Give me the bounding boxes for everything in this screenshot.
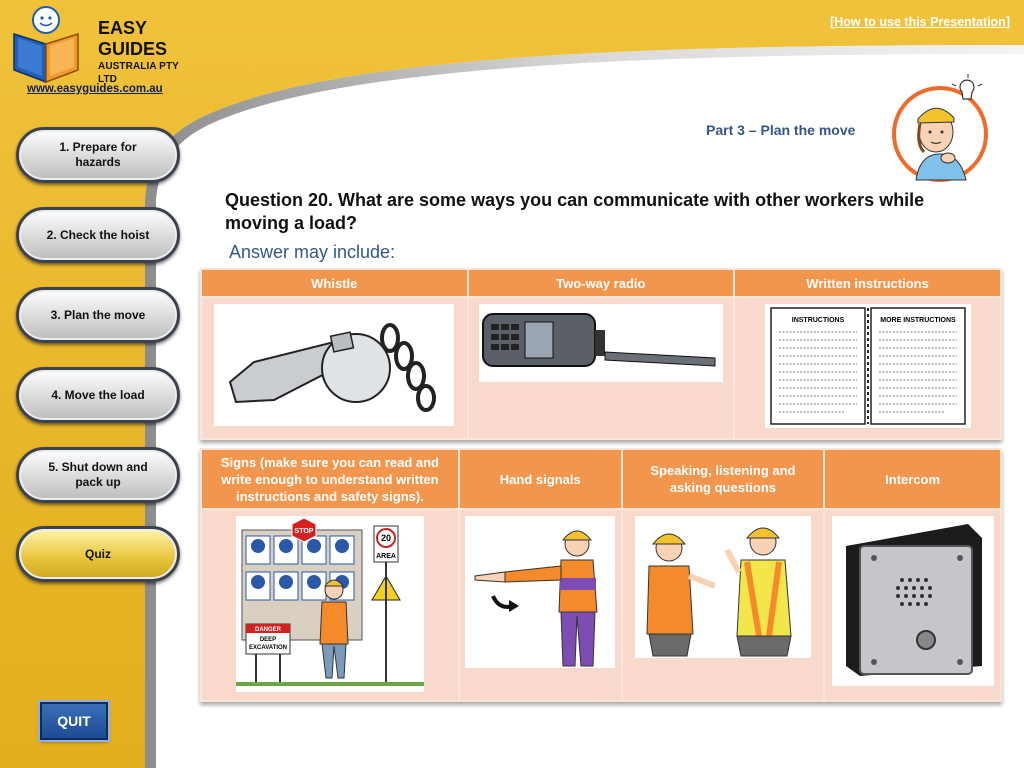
- nav-move-the-load[interactable]: 4. Move the load: [16, 367, 180, 423]
- sign-stop-text: STOP: [294, 528, 314, 535]
- header-two-way-radio: Two-way radio: [468, 269, 735, 297]
- nav-check-the-hoist[interactable]: 2. Check the hoist: [16, 207, 180, 263]
- worker-idea-icon: [886, 74, 998, 190]
- cell-signs: [201, 509, 459, 701]
- sign-excavation-text: EXCAVATION: [248, 645, 287, 651]
- header-signs: Signs (make sure you can read and write enough to understand written instructions and safety signs).: [201, 449, 459, 509]
- sign-area-text: AREA: [375, 553, 396, 560]
- help-link-wrapper: [830, 15, 1010, 29]
- hand-signal-worker-icon: [465, 516, 615, 668]
- sign-deep-text: DEEP: [259, 637, 277, 643]
- header-written-instructions: Written instructions: [734, 269, 1001, 297]
- help-link-open-bracket: [: [830, 15, 835, 29]
- cell-whistle: [201, 297, 468, 439]
- book-mascot-icon: [12, 4, 84, 84]
- answer-intro: Answer may include:: [229, 242, 396, 262]
- header-intercom: Intercom: [824, 449, 1001, 509]
- sign-speed-text: 20: [380, 533, 391, 543]
- two-way-radio-icon: [479, 304, 723, 382]
- nav-plan-the-move[interactable]: 3. Plan the move: [16, 287, 180, 343]
- cell-hand-signals: [459, 509, 622, 701]
- whistle-icon: [214, 304, 454, 426]
- logo-line1: EASY: [98, 18, 148, 38]
- how-to-use-link[interactable]: How to use this Presentation: [834, 15, 1006, 29]
- header-speaking-listening: Speaking, listening and asking questions: [622, 449, 825, 509]
- nav-shut-down-and-pack-up[interactable]: 5. Shut down and pack up: [16, 447, 180, 503]
- cell-written-instructions: [734, 297, 1001, 439]
- book-right-page-title: MORE INSTRUCTIONS: [879, 317, 956, 324]
- logo-wordmark: [98, 18, 192, 86]
- sign-danger-text: DANGER: [254, 627, 281, 633]
- cell-two-way-radio: [468, 297, 735, 439]
- header-hand-signals: Hand signals: [459, 449, 622, 509]
- intercom-icon: [832, 516, 994, 686]
- instructions-book-icon: [765, 304, 971, 428]
- help-link-close-bracket: ]: [1005, 15, 1010, 29]
- workers-talking-icon: [635, 516, 811, 658]
- answers-table-2: [200, 448, 1002, 702]
- nav-quiz[interactable]: Quiz: [16, 526, 180, 582]
- header-whistle: Whistle: [201, 269, 468, 297]
- logo-line2: GUIDES: [98, 39, 168, 59]
- safety-signs-icon: [236, 516, 424, 692]
- nav-prepare-for-hazards[interactable]: 1. Prepare for hazards: [16, 127, 180, 183]
- cell-intercom: [824, 509, 1001, 701]
- quit-button[interactable]: QUIT: [40, 702, 108, 740]
- website-link[interactable]: www.easyguides.com.au: [27, 83, 163, 95]
- section-title: Part 3 – Plan the move: [706, 122, 856, 138]
- answers-table-1: [200, 268, 1002, 440]
- cell-speaking-listening: [622, 509, 825, 701]
- question-text: Question 20. What are some ways you can communicate with other workers while moving a load?: [225, 190, 925, 233]
- book-left-page-title: INSTRUCTIONS: [791, 317, 844, 324]
- easy-guides-logo[interactable]: [12, 4, 192, 86]
- logo-line3: AUSTRALIA PTY LTD: [98, 61, 179, 85]
